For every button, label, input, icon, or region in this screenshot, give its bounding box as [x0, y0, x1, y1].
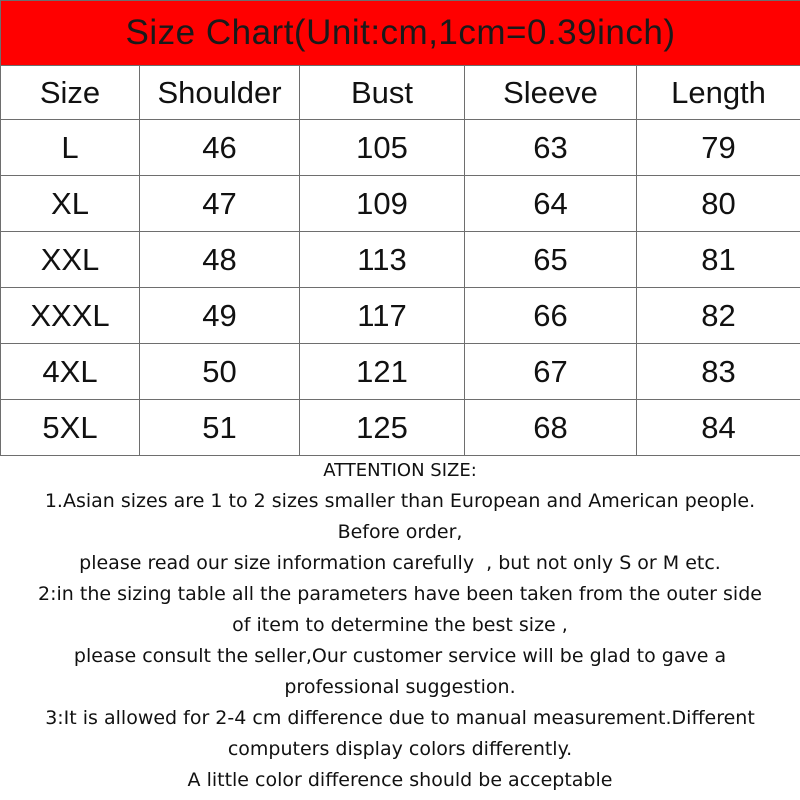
size-cell: L — [1, 120, 140, 176]
attention-line: please consult the seller,Our customer service will be glad to gave a — [73, 645, 727, 667]
size-cell: 4XL — [1, 344, 140, 400]
table-row — [1, 120, 800, 176]
table-row — [1, 344, 800, 400]
attention-line: Before order, — [337, 521, 463, 543]
column-header-size: Size — [1, 66, 140, 120]
attention-line: of item to determine the best size , — [232, 614, 568, 636]
length-cell: 81 — [637, 232, 800, 288]
sleeve-cell: 63 — [465, 120, 637, 176]
attention-line: A little color difference should be acceptable — [187, 769, 613, 791]
bust-cell: 113 — [300, 232, 465, 288]
sleeve-cell: 66 — [465, 288, 637, 344]
sleeve-cell: 65 — [465, 232, 637, 288]
attention-line: 3:It is allowed for 2-4 cm difference due to manual measurement.Different — [45, 707, 755, 729]
attention-line: 2:in the sizing table all the parameters have been taken from the outer side — [38, 583, 762, 605]
column-header-bust: Bust — [300, 66, 465, 120]
shoulder-cell: 49 — [140, 288, 300, 344]
sleeve-cell: 68 — [465, 400, 637, 456]
bust-cell: 125 — [300, 400, 465, 456]
attention-notes — [0, 455, 800, 796]
length-cell: 82 — [637, 288, 800, 344]
bust-cell: 109 — [300, 176, 465, 232]
size-cell: XL — [1, 176, 140, 232]
length-cell: 79 — [637, 120, 800, 176]
size-cell: XXXL — [1, 288, 140, 344]
sleeve-cell: 67 — [465, 344, 637, 400]
length-cell: 80 — [637, 176, 800, 232]
attention-line: please read our size information carefully , but not only S or M etc. — [79, 552, 721, 574]
table-row — [1, 176, 800, 232]
size-chart-title: Size Chart(Unit:cm,1cm=0.39inch) — [1, 1, 800, 66]
table-header-row — [1, 66, 800, 120]
table-row — [1, 288, 800, 344]
attention-line: computers display colors differently. — [227, 738, 573, 760]
length-cell: 84 — [637, 400, 800, 456]
sleeve-cell: 64 — [465, 176, 637, 232]
table-row — [1, 232, 800, 288]
shoulder-cell: 46 — [140, 120, 300, 176]
attention-line: professional suggestion. — [284, 676, 516, 698]
shoulder-cell: 48 — [140, 232, 300, 288]
size-cell: XXL — [1, 232, 140, 288]
length-cell: 83 — [637, 344, 800, 400]
shoulder-cell: 47 — [140, 176, 300, 232]
column-header-shoulder: Shoulder — [140, 66, 300, 120]
size-cell: 5XL — [1, 400, 140, 456]
attention-heading: ATTENTION SIZE: — [323, 460, 477, 481]
column-header-length: Length — [637, 66, 800, 120]
bust-cell: 105 — [300, 120, 465, 176]
column-header-sleeve: Sleeve — [465, 66, 637, 120]
bust-cell: 117 — [300, 288, 465, 344]
attention-line: 1.Asian sizes are 1 to 2 sizes smaller than European and American people. — [44, 490, 756, 512]
bust-cell: 121 — [300, 344, 465, 400]
shoulder-cell: 51 — [140, 400, 300, 456]
shoulder-cell: 50 — [140, 344, 300, 400]
table-row — [1, 400, 800, 456]
